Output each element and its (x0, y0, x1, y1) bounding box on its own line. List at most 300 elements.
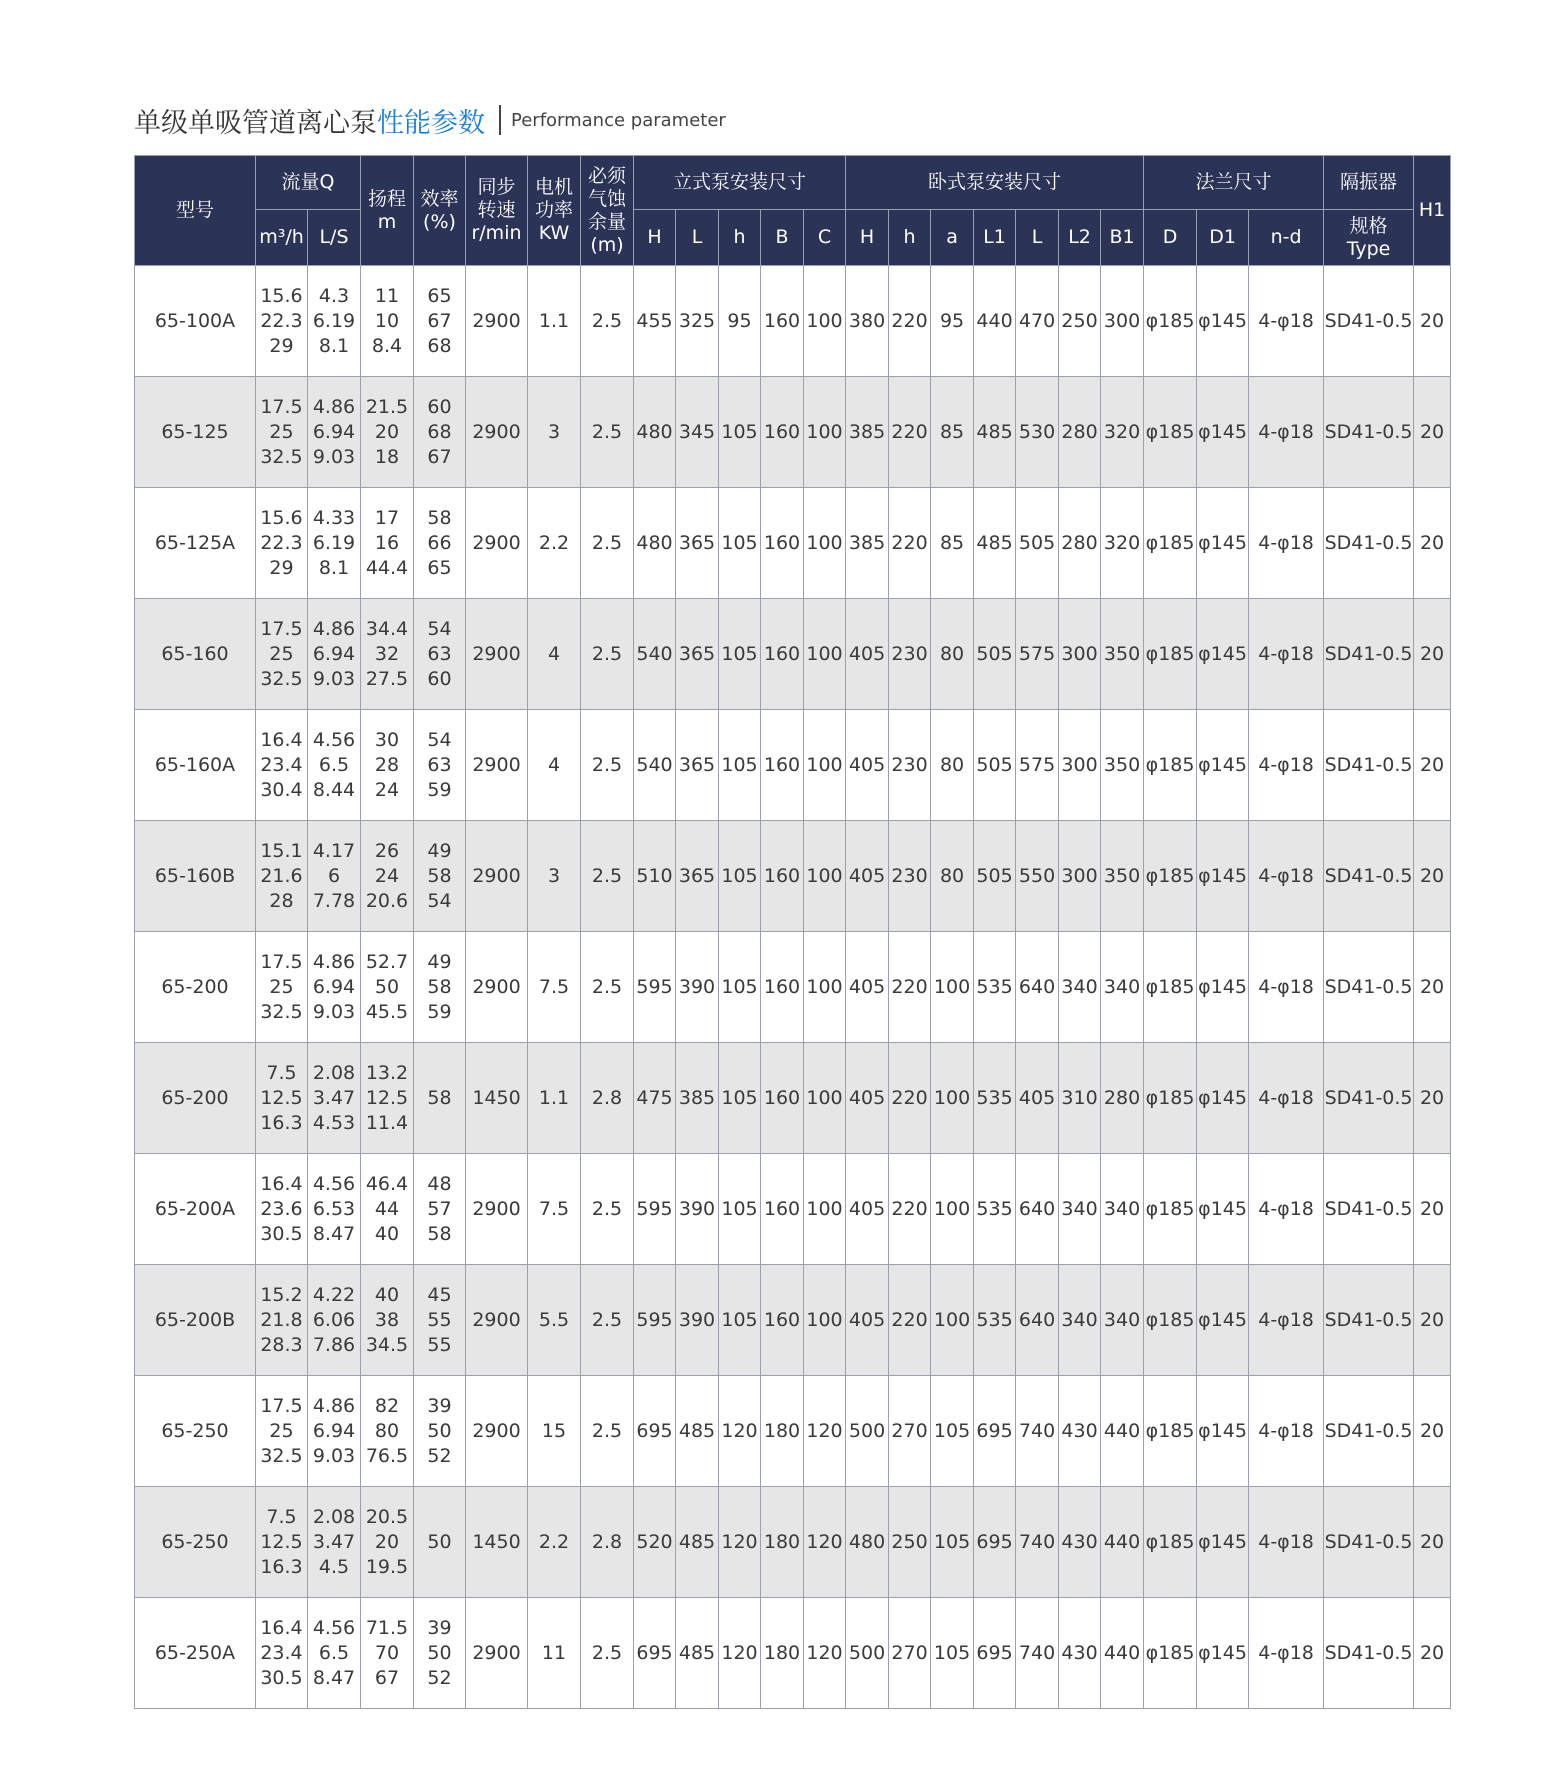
cell-h-b1: 350 (1101, 710, 1144, 821)
cell-v-h: 480 (634, 488, 676, 599)
cell-speed: 1450 (466, 1487, 528, 1598)
cell-flow-m3h (256, 377, 308, 488)
cell-h-h: 405 (846, 1265, 889, 1376)
cell-flange-d: φ185 (1144, 377, 1197, 488)
cell-efficiency-value: 65 (427, 556, 452, 579)
cell-flange-nd: 4-φ18 (1249, 1598, 1324, 1709)
header-v-l: L (676, 210, 719, 266)
header-line: (m) (590, 233, 624, 256)
cell-v-small-h: 120 (719, 1598, 761, 1709)
cell-efficiency-value: 57 (427, 1197, 452, 1220)
cell-head-value: 28 (374, 753, 400, 776)
cell-flow-m3h-value: 30.4 (260, 778, 303, 801)
cell-v-l: 385 (676, 1043, 719, 1154)
cell-speed: 2900 (466, 1265, 528, 1376)
cell-efficiency-value: 68 (427, 420, 452, 443)
cell-efficiency (414, 1487, 466, 1598)
cell-h-small-h: 270 (889, 1598, 931, 1709)
cell-power: 2.2 (528, 1487, 581, 1598)
cell-speed: 2900 (466, 599, 528, 710)
cell-v-h: 595 (634, 932, 676, 1043)
cell-head-value: 71.5 (365, 1616, 409, 1639)
cell-h-l1: 695 (974, 1487, 1016, 1598)
cell-h-l2: 340 (1059, 932, 1101, 1043)
cell-power: 3 (528, 377, 581, 488)
cell-flow-m3h-value: 21.8 (260, 1308, 303, 1331)
cell-flow-ls-value: 8.44 (312, 778, 356, 801)
cell-npsh: 2.8 (581, 1487, 634, 1598)
cell-v-h: 540 (634, 710, 676, 821)
cell-flow-ls-value: 6.53 (312, 1197, 356, 1220)
cell-h-small-h: 230 (889, 710, 931, 821)
table-row (135, 599, 1451, 710)
cell-isolator: SD41-0.5 (1324, 1376, 1414, 1487)
header-vertical-group: 立式泵安装尺寸 (634, 156, 846, 210)
cell-npsh: 2.5 (581, 488, 634, 599)
cell-power: 11 (528, 1598, 581, 1709)
cell-npsh: 2.5 (581, 932, 634, 1043)
header-line: m (377, 210, 397, 233)
cell-model: 65-200 (135, 1043, 256, 1154)
cell-isolator: SD41-0.5 (1324, 599, 1414, 710)
cell-flow-ls (308, 266, 361, 377)
cell-npsh: 2.8 (581, 1043, 634, 1154)
cell-flow-m3h (256, 710, 308, 821)
cell-head-value: 76.5 (365, 1444, 409, 1467)
cell-flow-ls-value: 4.56 (312, 1172, 356, 1195)
cell-h-l: 640 (1016, 1265, 1059, 1376)
cell-v-small-h: 105 (719, 1265, 761, 1376)
title-highlight: 性能参数 (377, 107, 485, 139)
cell-h-small-h: 230 (889, 821, 931, 932)
cell-flow-m3h-value: 16.3 (260, 1111, 303, 1134)
cell-efficiency (414, 1154, 466, 1265)
cell-v-small-h: 120 (719, 1487, 761, 1598)
cell-model: 65-160 (135, 599, 256, 710)
cell-h1: 20 (1414, 377, 1451, 488)
cell-flange-nd: 4-φ18 (1249, 599, 1324, 710)
cell-flow-ls (308, 710, 361, 821)
header-speed (466, 156, 528, 266)
cell-h-l1: 535 (974, 1265, 1016, 1376)
cell-h-l1: 505 (974, 599, 1016, 710)
cell-h-h: 500 (846, 1376, 889, 1487)
cell-v-c: 100 (804, 377, 846, 488)
cell-efficiency (414, 1376, 466, 1487)
cell-npsh: 2.5 (581, 1265, 634, 1376)
cell-h-b1: 340 (1101, 932, 1144, 1043)
cell-model: 65-250 (135, 1376, 256, 1487)
cell-flow-m3h-value: 22.3 (260, 309, 303, 332)
cell-head-value: 67 (374, 1666, 400, 1689)
cell-h-l: 640 (1016, 932, 1059, 1043)
cell-efficiency-value: 54 (427, 728, 452, 751)
table-row (135, 488, 1451, 599)
cell-v-h: 510 (634, 821, 676, 932)
cell-head-value: 40 (374, 1222, 400, 1245)
cell-flow-ls-value: 4.5 (318, 1555, 350, 1578)
cell-v-b: 180 (761, 1598, 804, 1709)
cell-flange-nd: 4-φ18 (1249, 1154, 1324, 1265)
cell-h-l2: 300 (1059, 821, 1101, 932)
cell-v-b: 160 (761, 377, 804, 488)
cell-head-value: 20.5 (365, 1505, 409, 1528)
cell-npsh: 2.5 (581, 821, 634, 932)
cell-isolator: SD41-0.5 (1324, 1043, 1414, 1154)
cell-head-value: 11.4 (365, 1111, 409, 1134)
table-row (135, 1487, 1451, 1598)
cell-h-l2: 310 (1059, 1043, 1101, 1154)
header-h1: H1 (1414, 156, 1451, 266)
header-npsh (581, 156, 634, 266)
cell-flange-nd: 4-φ18 (1249, 710, 1324, 821)
cell-flow-m3h-value: 23.4 (260, 753, 303, 776)
cell-flange-d: φ185 (1144, 266, 1197, 377)
cell-h-small-h: 220 (889, 377, 931, 488)
cell-head (361, 1376, 414, 1487)
cell-h-l: 470 (1016, 266, 1059, 377)
header-line: 气蚀 (587, 187, 626, 210)
header-h-l1: L1 (974, 210, 1016, 266)
cell-efficiency-value: 50 (427, 1530, 452, 1553)
cell-flow-ls-value: 2.08 (312, 1505, 356, 1528)
cell-v-small-h: 105 (719, 710, 761, 821)
cell-flange-d1: φ145 (1197, 1598, 1249, 1709)
cell-h-l: 640 (1016, 1154, 1059, 1265)
cell-v-l: 325 (676, 266, 719, 377)
cell-flow-m3h-value: 16.4 (260, 1616, 303, 1639)
cell-flow-m3h-value: 17.5 (260, 617, 303, 640)
cell-v-b: 160 (761, 932, 804, 1043)
cell-v-b: 180 (761, 1376, 804, 1487)
cell-efficiency-value: 63 (427, 642, 452, 665)
cell-h-l2: 280 (1059, 488, 1101, 599)
header-flow-m3h: m³/h (256, 210, 308, 266)
cell-flange-d1: φ145 (1197, 821, 1249, 932)
cell-v-small-h: 105 (719, 821, 761, 932)
cell-power: 7.5 (528, 1154, 581, 1265)
cell-head-value: 20.6 (365, 889, 409, 912)
cell-flow-ls-value: 4.53 (312, 1111, 356, 1134)
cell-v-l: 365 (676, 710, 719, 821)
cell-h1: 20 (1414, 1376, 1451, 1487)
cell-flow-ls-value: 6.06 (312, 1308, 356, 1331)
cell-flow-ls-value: 6.94 (312, 420, 356, 443)
cell-power: 5.5 (528, 1265, 581, 1376)
cell-h-b1: 440 (1101, 1487, 1144, 1598)
cell-flow-m3h-value: 12.5 (260, 1530, 303, 1553)
cell-efficiency-value: 50 (427, 1419, 452, 1442)
cell-efficiency-value: 60 (427, 395, 452, 418)
cell-flow-ls-value: 4.3 (318, 284, 350, 307)
cell-head (361, 1598, 414, 1709)
cell-h-small-h: 220 (889, 488, 931, 599)
cell-h-b1: 340 (1101, 1154, 1144, 1265)
cell-npsh: 2.5 (581, 266, 634, 377)
cell-flow-m3h-value: 16.3 (260, 1555, 303, 1578)
cell-flange-d1: φ145 (1197, 1487, 1249, 1598)
cell-h-small-h: 220 (889, 932, 931, 1043)
cell-v-c: 100 (804, 710, 846, 821)
cell-power: 1.1 (528, 1043, 581, 1154)
cell-h-a: 95 (931, 266, 974, 377)
cell-h-h: 380 (846, 266, 889, 377)
cell-efficiency-value: 65 (427, 284, 452, 307)
header-flange-d: D (1144, 210, 1197, 266)
cell-h-a: 100 (931, 1265, 974, 1376)
table-row (135, 377, 1451, 488)
cell-v-b: 160 (761, 599, 804, 710)
cell-flow-m3h (256, 1043, 308, 1154)
cell-flange-d: φ185 (1144, 1487, 1197, 1598)
cell-flow-ls-value: 6.94 (312, 975, 356, 998)
cell-isolator: SD41-0.5 (1324, 1487, 1414, 1598)
cell-flange-d: φ185 (1144, 1376, 1197, 1487)
table-row (135, 821, 1451, 932)
cell-isolator: SD41-0.5 (1324, 266, 1414, 377)
cell-head (361, 1487, 414, 1598)
cell-flow-ls-value: 8.1 (318, 556, 350, 579)
cell-flange-d1: φ145 (1197, 488, 1249, 599)
cell-efficiency-value: 63 (427, 753, 452, 776)
cell-flow-m3h-value: 7.5 (266, 1061, 297, 1084)
cell-efficiency-value: 58 (427, 1086, 452, 1109)
cell-efficiency (414, 821, 466, 932)
table-row (135, 1598, 1451, 1709)
cell-head-value: 46.4 (365, 1172, 409, 1195)
cell-h-l2: 430 (1059, 1487, 1101, 1598)
cell-head-value: 20 (374, 1530, 400, 1553)
cell-flow-ls (308, 1154, 361, 1265)
header-flow: 流量Q (256, 156, 361, 210)
cell-flange-d1: φ145 (1197, 932, 1249, 1043)
cell-head-value: 10 (374, 309, 400, 332)
cell-efficiency-value: 48 (427, 1172, 452, 1195)
cell-efficiency (414, 1043, 466, 1154)
table-row (135, 266, 1451, 377)
header-flow-ls: L/S (308, 210, 361, 266)
cell-head-value: 80 (374, 1419, 400, 1442)
table-row (135, 1043, 1451, 1154)
cell-head (361, 1043, 414, 1154)
cell-h-l2: 430 (1059, 1598, 1101, 1709)
cell-model: 65-100A (135, 266, 256, 377)
cell-flow-m3h (256, 1487, 308, 1598)
cell-flow-m3h-value: 30.5 (260, 1666, 303, 1689)
cell-flange-d1: φ145 (1197, 1043, 1249, 1154)
cell-h-l1: 485 (974, 488, 1016, 599)
cell-h-a: 105 (931, 1376, 974, 1487)
cell-efficiency-value: 58 (427, 864, 452, 887)
cell-efficiency-value: 52 (427, 1444, 452, 1467)
cell-v-small-h: 105 (719, 377, 761, 488)
cell-h-l1: 505 (974, 710, 1016, 821)
header-h-small-h: h (889, 210, 931, 266)
cell-efficiency-value: 50 (427, 1641, 452, 1664)
cell-efficiency-value: 59 (427, 778, 452, 801)
cell-flow-ls (308, 488, 361, 599)
cell-h-l2: 340 (1059, 1154, 1101, 1265)
cell-head-value: 34.4 (365, 617, 409, 640)
header-head (361, 156, 414, 266)
cell-head-value: 50 (374, 975, 400, 998)
cell-flow-ls-value: 8.47 (312, 1666, 356, 1689)
cell-flow-ls-value: 4.17 (312, 839, 356, 862)
cell-isolator: SD41-0.5 (1324, 1265, 1414, 1376)
cell-flow-ls-value: 4.22 (312, 1283, 356, 1306)
header-power (528, 156, 581, 266)
cell-speed: 2900 (466, 1598, 528, 1709)
cell-h-l: 575 (1016, 599, 1059, 710)
cell-v-l: 390 (676, 932, 719, 1043)
cell-efficiency-value: 39 (427, 1394, 452, 1417)
cell-flange-nd: 4-φ18 (1249, 1376, 1324, 1487)
cell-flow-m3h-value: 7.5 (266, 1505, 297, 1528)
cell-flow-ls-value: 2.08 (312, 1061, 356, 1084)
cell-v-b: 160 (761, 710, 804, 821)
cell-flange-nd: 4-φ18 (1249, 932, 1324, 1043)
cell-v-l: 345 (676, 377, 719, 488)
cell-h-l1: 535 (974, 932, 1016, 1043)
cell-v-b: 160 (761, 1043, 804, 1154)
header-isolator-type (1324, 210, 1414, 266)
cell-flow-m3h (256, 1265, 308, 1376)
cell-model: 65-200B (135, 1265, 256, 1376)
cell-flow-ls-value: 4.86 (312, 950, 356, 973)
cell-h-small-h: 270 (889, 1376, 931, 1487)
cell-model: 65-160B (135, 821, 256, 932)
cell-flow-m3h-value: 28 (269, 889, 294, 912)
cell-flange-d1: φ145 (1197, 1376, 1249, 1487)
cell-efficiency-value: 55 (427, 1333, 452, 1356)
cell-h-a: 105 (931, 1598, 974, 1709)
cell-h-l: 550 (1016, 821, 1059, 932)
cell-v-b: 180 (761, 1487, 804, 1598)
header-line: 余量 (587, 210, 626, 233)
title-english: Performance parameter (511, 109, 726, 131)
cell-flow-ls-value: 4.86 (312, 395, 356, 418)
cell-efficiency (414, 266, 466, 377)
cell-flow-ls (308, 599, 361, 710)
cell-flow-ls-value: 3.47 (312, 1530, 356, 1553)
cell-h-l1: 535 (974, 1154, 1016, 1265)
cell-v-h: 695 (634, 1376, 676, 1487)
cell-head-value: 44.4 (365, 556, 409, 579)
cell-isolator: SD41-0.5 (1324, 932, 1414, 1043)
cell-flange-d1: φ145 (1197, 377, 1249, 488)
cell-h-l2: 300 (1059, 599, 1101, 710)
cell-flow-m3h-value: 29 (269, 334, 294, 357)
cell-h-l2: 250 (1059, 266, 1101, 377)
cell-v-l: 485 (676, 1487, 719, 1598)
cell-h1: 20 (1414, 488, 1451, 599)
cell-v-l: 365 (676, 488, 719, 599)
cell-efficiency-value: 60 (427, 667, 452, 690)
cell-v-b: 160 (761, 821, 804, 932)
cell-npsh: 2.5 (581, 1598, 634, 1709)
cell-flow-ls (308, 1043, 361, 1154)
cell-h-a: 85 (931, 488, 974, 599)
header-line: (%) (423, 210, 456, 233)
cell-h-b1: 440 (1101, 1598, 1144, 1709)
cell-v-h: 520 (634, 1487, 676, 1598)
header-line: 功率 (534, 199, 573, 221)
cell-head-value: 70 (374, 1641, 400, 1664)
table-header (135, 156, 1451, 266)
cell-head (361, 599, 414, 710)
cell-v-small-h: 105 (719, 1043, 761, 1154)
cell-flange-d: φ185 (1144, 1043, 1197, 1154)
cell-h-h: 385 (846, 377, 889, 488)
cell-flow-m3h-value: 16.4 (260, 1172, 303, 1195)
cell-flange-d: φ185 (1144, 932, 1197, 1043)
cell-h-a: 100 (931, 1043, 974, 1154)
header-h-l2: L2 (1059, 210, 1101, 266)
cell-flow-m3h-value: 22.3 (260, 531, 303, 554)
cell-flow-m3h-value: 17.5 (260, 950, 303, 973)
cell-npsh: 2.5 (581, 710, 634, 821)
header-line: 必须 (587, 164, 626, 187)
cell-h1: 20 (1414, 1598, 1451, 1709)
cell-v-small-h: 105 (719, 599, 761, 710)
cell-v-c: 100 (804, 1265, 846, 1376)
cell-v-l: 390 (676, 1265, 719, 1376)
cell-head-value: 38 (374, 1308, 400, 1331)
header-isolator-group: 隔振器 (1324, 156, 1414, 210)
cell-speed: 2900 (466, 1154, 528, 1265)
cell-flow-ls-value: 4.86 (312, 1394, 356, 1417)
cell-v-b: 160 (761, 266, 804, 377)
cell-h-small-h: 230 (889, 599, 931, 710)
cell-flange-d: φ185 (1144, 1598, 1197, 1709)
table-row (135, 1376, 1451, 1487)
cell-head (361, 1265, 414, 1376)
cell-flow-ls-value: 4.33 (312, 506, 356, 529)
header-flange-group: 法兰尺寸 (1144, 156, 1324, 210)
cell-v-small-h: 95 (719, 266, 761, 377)
cell-h-h: 405 (846, 599, 889, 710)
cell-h1: 20 (1414, 710, 1451, 821)
header-v-h: H (634, 210, 676, 266)
header-horizontal-group: 卧式泵安装尺寸 (846, 156, 1144, 210)
cell-h1: 20 (1414, 932, 1451, 1043)
page-title (134, 100, 726, 140)
cell-speed: 2900 (466, 821, 528, 932)
cell-h-l2: 300 (1059, 710, 1101, 821)
cell-head-value: 19.5 (365, 1555, 409, 1578)
cell-v-c: 120 (804, 1376, 846, 1487)
cell-flow-ls-value: 4.86 (312, 617, 356, 640)
cell-head-value: 45.5 (365, 1000, 409, 1023)
cell-flow-m3h-value: 15.2 (260, 1283, 303, 1306)
cell-h1: 20 (1414, 821, 1451, 932)
cell-flange-nd: 4-φ18 (1249, 1265, 1324, 1376)
cell-v-small-h: 105 (719, 1154, 761, 1265)
cell-h-h: 405 (846, 1154, 889, 1265)
cell-flow-ls-value: 9.03 (312, 1000, 356, 1023)
cell-head-value: 24 (374, 778, 400, 801)
cell-head-value: 20 (374, 420, 400, 443)
cell-h-a: 105 (931, 1487, 974, 1598)
cell-efficiency-value: 49 (427, 839, 452, 862)
header-line: 同步 (477, 176, 516, 198)
cell-flow-m3h-value: 23.4 (260, 1641, 303, 1664)
cell-h-l1: 695 (974, 1376, 1016, 1487)
cell-efficiency (414, 599, 466, 710)
cell-model: 65-200 (135, 932, 256, 1043)
cell-head-value: 24 (374, 864, 400, 887)
cell-h-small-h: 220 (889, 1043, 931, 1154)
